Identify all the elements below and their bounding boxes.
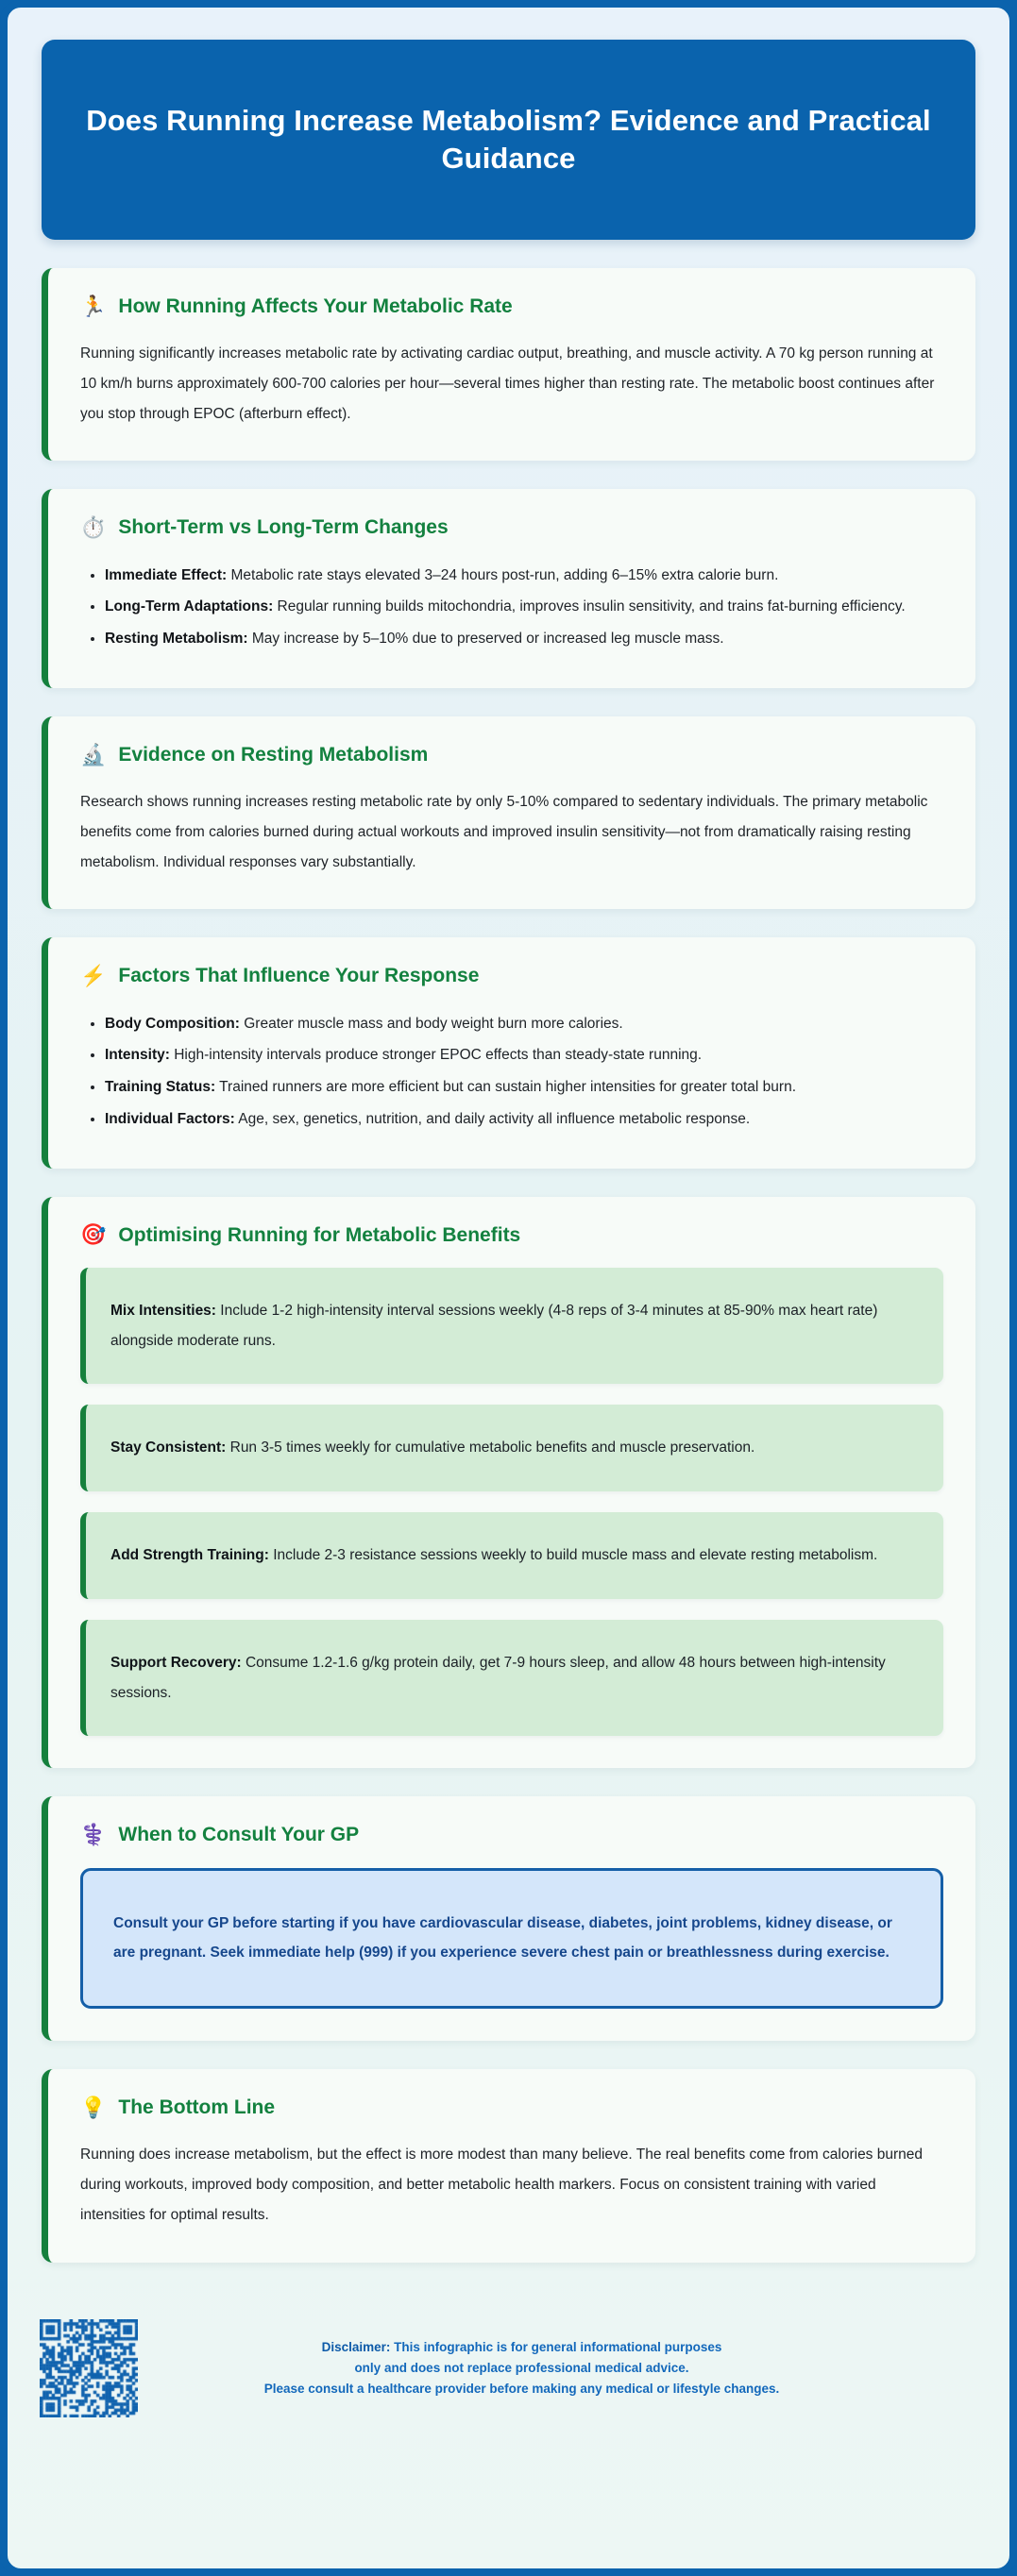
list-item — [105, 561, 943, 591]
section-title: How Running Affects Your Metabolic Rate — [118, 295, 513, 317]
header-banner — [42, 40, 975, 240]
section-title: Optimising Running for Metabolic Benefits — [118, 1223, 521, 1246]
disclaimer-line-2: only and does not replace professional medical advice. — [354, 2360, 689, 2375]
tip-box — [80, 1268, 943, 1385]
list-item — [105, 624, 943, 654]
bullet-label: Individual Factors: — [105, 1110, 235, 1127]
tip-text: Include 2-3 resistance sessions weekly to build muscle mass and elevate resting metabolism. — [268, 1547, 878, 1564]
tip-box — [80, 1620, 943, 1737]
bullet-label: Long-Term Adaptations: — [105, 598, 274, 615]
tip-text: Include 1-2 high-intensity interval sessions weekly (4-8 reps of 3-4 minutes at 85-90% max heart rate) alongside moderate runs. — [110, 1302, 878, 1349]
section-header — [80, 964, 943, 987]
page-title: Does Running Increase Metabolism? Evidence and Practical Guidance — [86, 104, 931, 175]
bullet-label: Resting Metabolism: — [105, 631, 248, 648]
list-item — [105, 1104, 943, 1135]
section-title: Evidence on Resting Metabolism — [118, 743, 429, 766]
stopwatch-icon: ⏱️ — [80, 515, 107, 540]
section-title: The Bottom Line — [118, 2096, 276, 2119]
section-card-consult-gp — [42, 1796, 975, 2041]
tip-label: Mix Intensities: — [110, 1302, 216, 1319]
runner-icon: 🏃 — [80, 294, 107, 318]
bullet-text: Metabolic rate stays elevated 3–24 hours post-run, adding 6–15% extra calorie burn. — [227, 566, 779, 583]
list-item — [105, 1040, 943, 1070]
section-header — [80, 2096, 943, 2119]
microscope-icon: 🔬 — [80, 742, 107, 766]
disclaimer-line-1: This infographic is for general informational purposes — [390, 2339, 722, 2354]
bullet-list — [80, 1009, 943, 1135]
section-paragraph: Running does increase metabolism, but the effect is more modest than many believe. The real benefits come from calories burned during workouts, improved body composition, and better metabolic health markers. Focus on consistent training with varied intensities for optimal results. — [80, 2147, 924, 2223]
list-item — [105, 1009, 943, 1039]
tip-text: Consume 1.2-1.6 g/kg protein daily, get 7-9 hours sleep, and allow 48 hours between high-intensity sessions. — [110, 1654, 886, 1701]
disclaimer-line-3: Please consult a healthcare provider before making any medical or lifestyle changes. — [263, 2381, 780, 2396]
footer — [28, 2291, 989, 2444]
medical-symbol-icon: ⚕️ — [80, 1823, 107, 1847]
section-header — [80, 743, 943, 766]
tip-label: Add Strength Training: — [110, 1547, 269, 1564]
section-card-bottom-line — [42, 2069, 975, 2262]
bullet-label: Immediate Effect: — [105, 566, 228, 583]
qr-code-icon[interactable] — [40, 2319, 138, 2417]
section-paragraph: Research shows running increases resting metabolic rate by only 5-10% compared to sedentary individuals. The primary metabolic benefits come from calories burned during actual workouts and improved insulin sensitivity—not from dramatically raising resting metabolism. Individual responses vary substantially. — [80, 794, 928, 870]
bullet-text: May increase by 5–10% due to preserved or increased leg muscle mass. — [247, 631, 724, 648]
section-header — [80, 295, 943, 318]
gp-warning-box: Consult your GP before starting if you have cardiovascular disease, diabetes, joint problems, kidney disease, or are pregnant. Seek immediate help (999) if you experience severe chest pain or breathlessness during exercise. — [80, 1868, 943, 2010]
section-header — [80, 1823, 943, 1846]
tip-label: Stay Consistent: — [110, 1440, 227, 1456]
bullet-label: Intensity: — [105, 1047, 170, 1064]
lightning-bolt-icon: ⚡ — [80, 964, 107, 988]
section-card-factors-influence — [42, 937, 975, 1168]
list-item — [105, 1072, 943, 1103]
tip-box — [80, 1405, 943, 1491]
section-title: When to Consult Your GP — [118, 1824, 360, 1846]
bullet-text: Regular running builds mitochondria, improves insulin sensitivity, and trains fat-burning efficiency. — [273, 598, 906, 615]
disclaimer-lead: Disclaimer: — [321, 2339, 391, 2354]
tips-container — [80, 1268, 943, 1737]
section-paragraph: Running significantly increases metabolic rate by activating cardiac output, breathing, and muscle activity. A 70 kg person running at 10 km/h burns approximately 600-700 calories per hour—several times higher than resting rate. The metabolic boost continues after you stop through EPOC (afterburn effect). — [80, 345, 935, 422]
bullet-text: Age, sex, genetics, nutrition, and daily activity all influence metabolic response. — [234, 1110, 751, 1127]
bullet-label: Training Status: — [105, 1079, 216, 1096]
list-item — [105, 592, 943, 622]
tip-box — [80, 1512, 943, 1599]
tip-text: Run 3-5 times weekly for cumulative metabolic benefits and muscle preservation. — [226, 1440, 755, 1456]
section-card-evidence-resting-metabolism — [42, 716, 975, 909]
bullet-text: Trained runners are more efficient but can sustain higher intensities for greater total burn. — [215, 1079, 797, 1096]
section-title: Factors That Influence Your Response — [118, 965, 480, 987]
light-bulb-icon: 💡 — [80, 2095, 107, 2119]
section-header — [80, 1223, 943, 1247]
section-card-short-vs-long-term — [42, 489, 975, 687]
bullet-label: Body Composition: — [105, 1015, 240, 1032]
bullet-list — [80, 561, 943, 654]
bullet-text: Greater muscle mass and body weight burn more calories. — [239, 1015, 623, 1032]
bullet-text: High-intensity intervals produce stronger EPOC effects than steady-state running. — [169, 1047, 703, 1064]
section-header — [80, 515, 943, 539]
sections-container — [28, 268, 989, 2263]
section-title: Short-Term vs Long-Term Changes — [118, 516, 449, 539]
section-card-how-running-affects — [42, 268, 975, 461]
disclaimer-text — [155, 2337, 974, 2399]
tip-label: Support Recovery: — [110, 1654, 242, 1671]
dart-target-icon: 🎯 — [80, 1222, 107, 1247]
section-card-optimising-running — [42, 1197, 975, 1769]
